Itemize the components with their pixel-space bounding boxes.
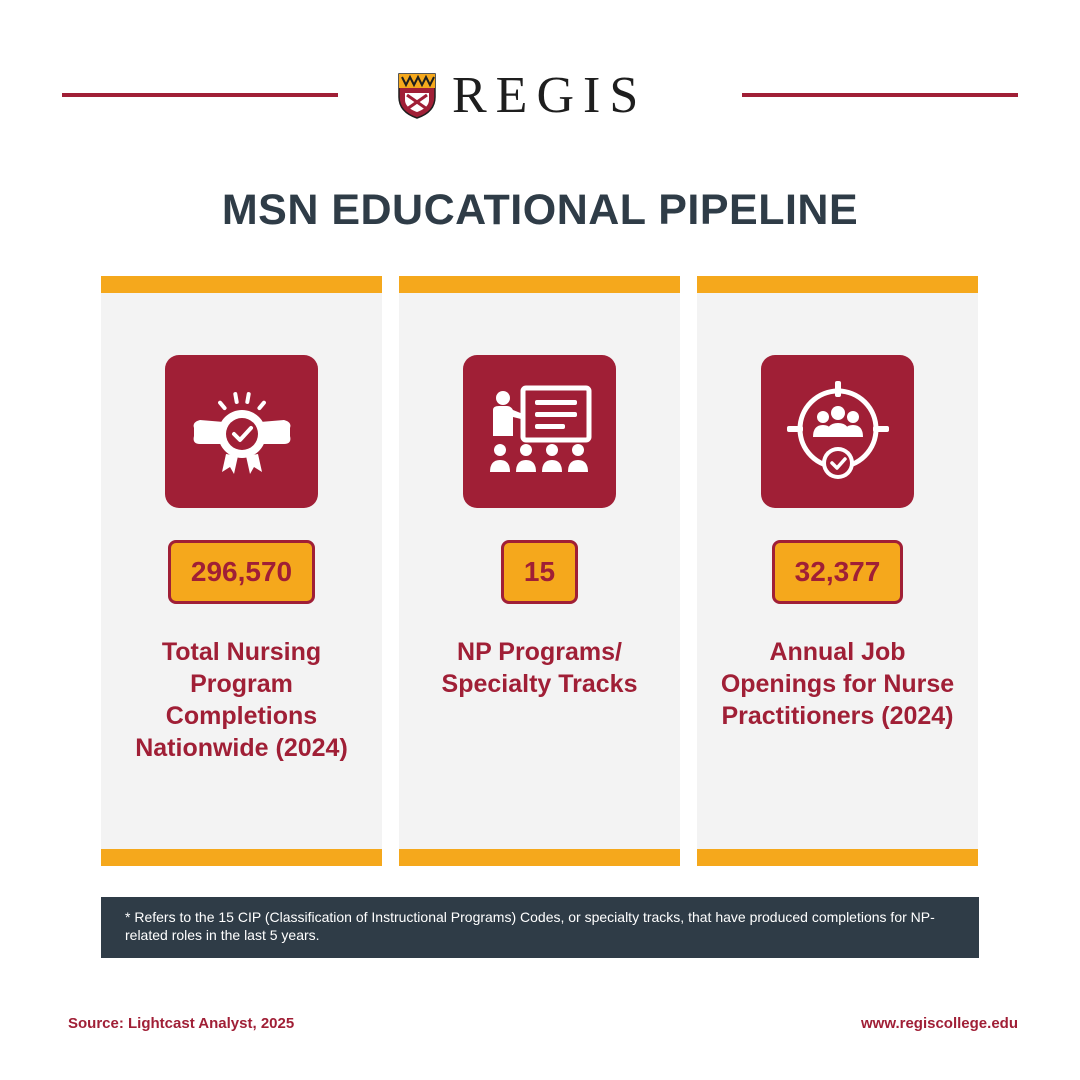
- card-top-bar: [101, 276, 382, 293]
- card-icon-box: [463, 355, 616, 508]
- page-title: MSN EDUCATIONAL PIPELINE: [221, 186, 859, 234]
- stat-label: Total Nursing Program Completions Nationwide (2024): [135, 638, 348, 762]
- card-bottom-bar: [697, 849, 978, 866]
- stat-value: 32,377: [772, 540, 904, 604]
- presentation-audience-icon: [485, 384, 595, 480]
- card-bottom-bar: [101, 849, 382, 866]
- regis-shield-icon: [398, 73, 436, 119]
- stat-value: 15: [501, 540, 578, 604]
- diploma-seal-icon: [182, 382, 302, 482]
- card-icon-box: [165, 355, 318, 508]
- target-group-check-icon: [783, 377, 893, 487]
- stat-label: NP Programs/ Specialty Tracks: [441, 638, 638, 698]
- card-icon-box: [761, 355, 914, 508]
- card-top-bar: [697, 276, 978, 293]
- stat-card-completions: [101, 276, 382, 866]
- stat-value: 296,570: [168, 540, 315, 604]
- regis-logo: [398, 66, 647, 126]
- header-rule-left: [62, 93, 338, 97]
- footnote-box: * Refers to the 15 CIP (Classification of Instructional Programs) Codes, or specialty tracks, that have produced completions for NP-related roles in the last 5 years.: [101, 897, 979, 958]
- header-rule-right: [742, 93, 1018, 97]
- card-bottom-bar: [399, 849, 680, 866]
- stat-card-job-openings: [697, 276, 978, 866]
- stat-card-programs: [399, 276, 680, 866]
- card-top-bar: [399, 276, 680, 293]
- website-link[interactable]: www.regiscollege.edu: [861, 1015, 1018, 1032]
- source-citation: Source: Lightcast Analyst, 2025: [68, 1015, 295, 1032]
- brand-wordmark: REGIS: [452, 67, 648, 124]
- stat-label: Annual Job Openings for Nurse Practitioners (2024): [720, 638, 955, 730]
